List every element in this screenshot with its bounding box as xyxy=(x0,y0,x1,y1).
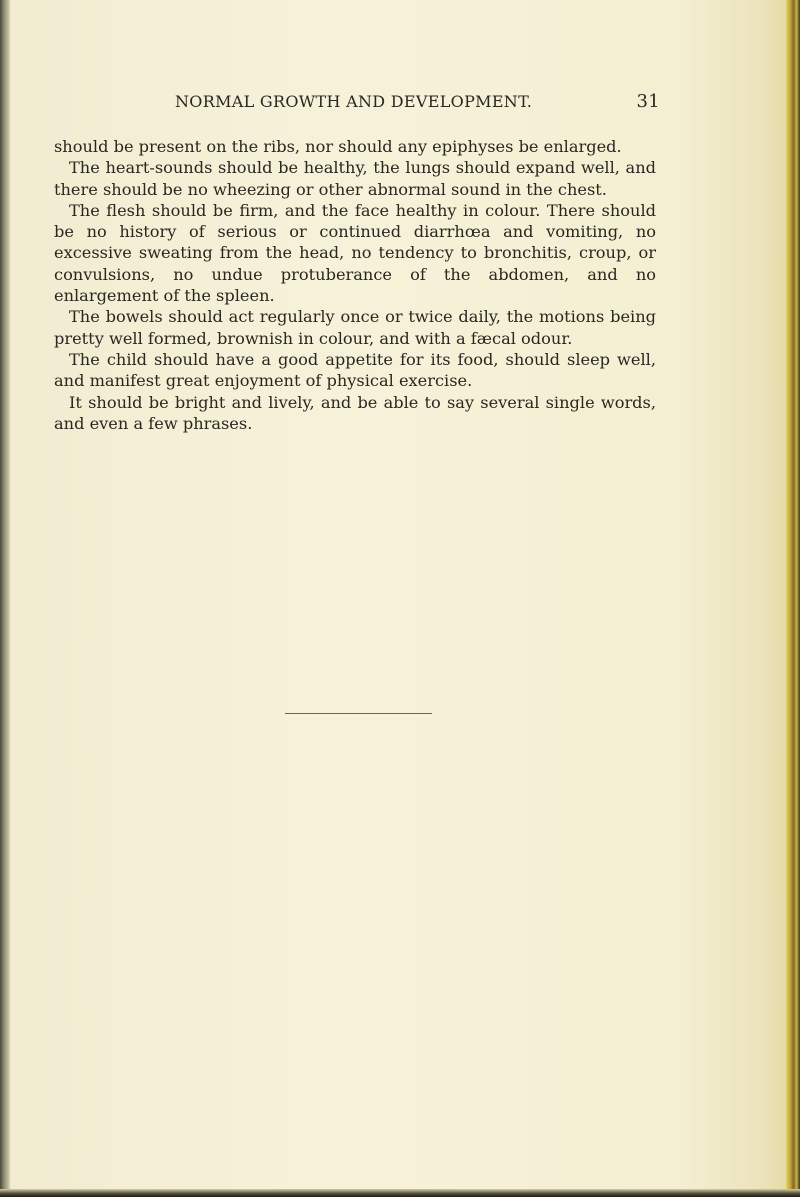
section-divider xyxy=(285,713,432,714)
paragraph: It should be bright and lively, and be able to say several single words, and even a few phrases. xyxy=(54,392,656,433)
page-bottom-edge xyxy=(0,1189,800,1197)
page-number: 31 xyxy=(636,91,660,112)
paragraph: should be present on the ribs, nor should any epiphyses be enlarged. xyxy=(54,137,622,156)
page-right-edge xyxy=(786,0,800,1197)
paragraph: The flesh should be firm, and the face healthy in colour. There should be no history of serious or continued diarrhœa and vomiting, no excessive sweating from the head, no tendency to bronchitis, croup, or convulsions, no undue protuberance of the abdomen, and no enlargement of the spleen. xyxy=(54,200,656,306)
paragraph: The bowels should act regularly once or twice daily, the motions being pretty well formed, brownish in colour, and with a fæcal odour. xyxy=(54,307,656,348)
page-header xyxy=(175,92,660,116)
page-left-edge xyxy=(0,0,10,1197)
body-text xyxy=(54,136,656,434)
running-title: NORMAL GROWTH AND DEVELOPMENT. xyxy=(175,92,533,111)
paragraph: The child should have a good appetite for its food, should sleep well, and manifest great enjoyment of physical exercise. xyxy=(54,349,656,391)
paragraph: The heart-sounds should be healthy, the lungs should expand well, and there should be no wheezing or other abnormal sound in the chest. xyxy=(54,158,656,199)
